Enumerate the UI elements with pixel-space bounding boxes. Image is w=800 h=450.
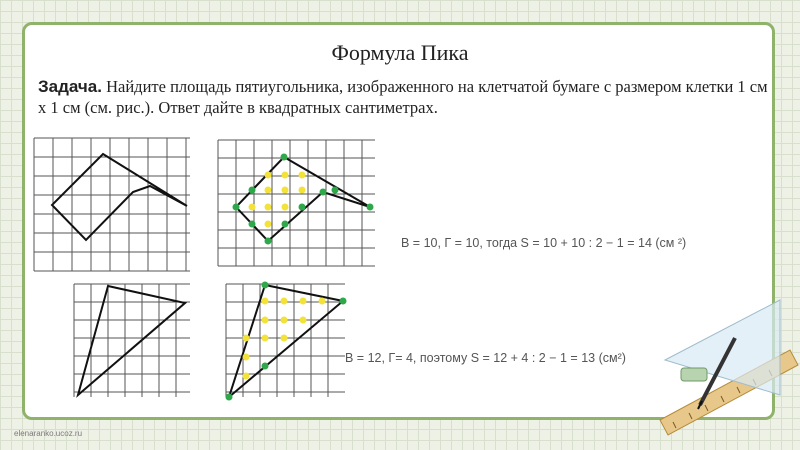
grid-1	[34, 138, 190, 271]
grid-2	[218, 140, 375, 266]
slide-title: Формула Пика	[331, 40, 469, 65]
interior-points-2	[249, 172, 306, 228]
answer-2: В = 12, Г= 4, поэтому S = 12 + 4 : 2 − 1 = 13 (см²)	[345, 351, 626, 365]
answer-1: В = 10, Г = 10, тогда S = 10 + 10 : 2 − 1 = 14 (см ²)	[401, 236, 687, 250]
eraser-icon	[681, 368, 707, 381]
task-body: Найдите площадь пятиугольника, изображенного на клетчатой бумаге с размером клетки 1 см х 1 см (см. рис.). Ответ дайте в квадратных сантиметрах.	[38, 77, 768, 117]
footer-url: elenaranko.ucoz.ru	[14, 429, 83, 438]
task-label: Задача.	[38, 77, 102, 96]
pentagon-figure-2	[236, 157, 370, 241]
